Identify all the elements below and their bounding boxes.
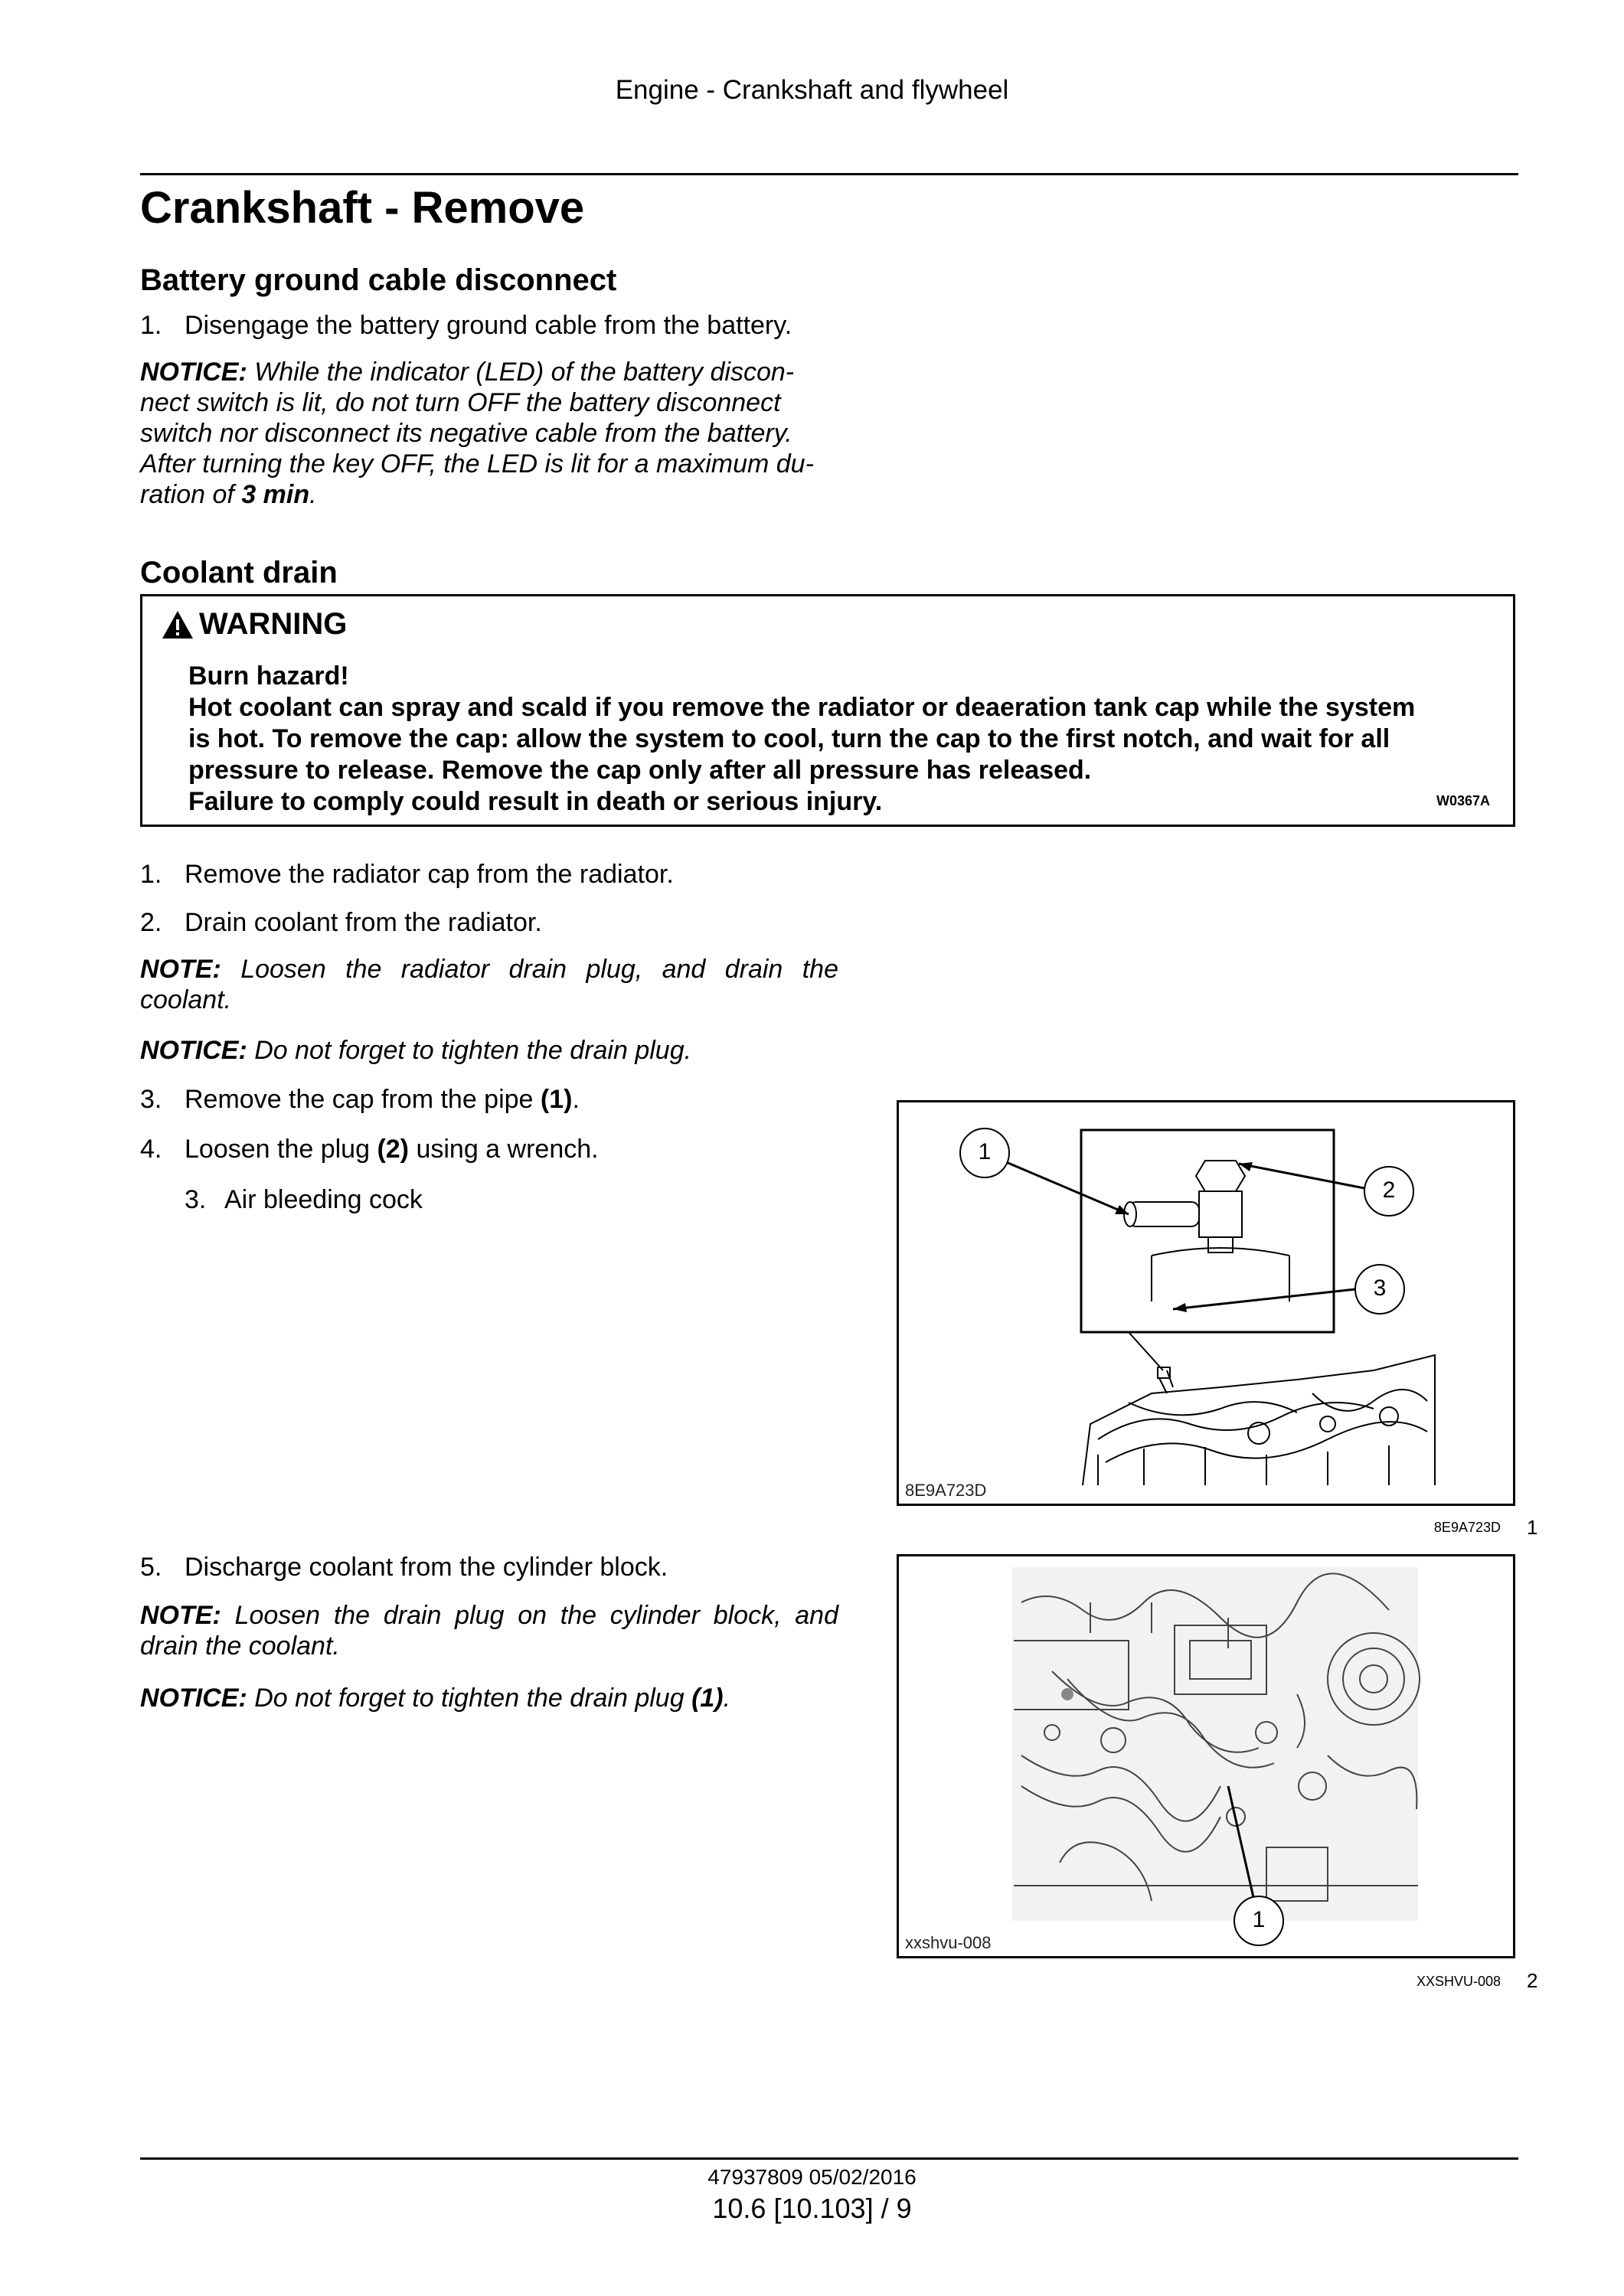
header-rule xyxy=(140,173,1518,175)
callout-3: 3 xyxy=(1373,1275,1387,1301)
section-heading-coolant: Coolant drain xyxy=(140,556,338,590)
notice-line: ration of 3 min. xyxy=(140,480,317,509)
legend-number: 3. xyxy=(185,1185,207,1214)
warning-text xyxy=(188,661,1490,818)
warning-header xyxy=(161,607,347,642)
notice-text: Do not forget to tighten the drain plug xyxy=(254,1684,692,1713)
notice-label: NOTICE: xyxy=(140,358,247,387)
step-number: 2. xyxy=(140,908,162,937)
callout-1: 1 xyxy=(1252,1907,1266,1932)
footer-page-ref: 10.6 [10.103] / 9 xyxy=(712,2193,912,2224)
callout-ref: (1) xyxy=(691,1684,724,1713)
figure-1-number: 1 xyxy=(1527,1516,1538,1539)
notice-drain-plug-2: NOTICE: Do not forget to tighten the drain plug (1). xyxy=(140,1684,731,1713)
notice-battery xyxy=(140,357,838,510)
duration-value: 3 min xyxy=(241,480,310,509)
notice-line: While the indicator (LED) of the battery discon- xyxy=(254,358,795,387)
legend-item xyxy=(185,1184,423,1216)
footer-doc-date: 47937809 05/02/2016 xyxy=(707,2165,917,2189)
note-line: drain the coolant. xyxy=(140,1631,340,1661)
warning-line: Hot coolant can spray and scald if you remove the radiator or deaeration tank cap while the system xyxy=(188,693,1416,722)
notice-text: Do not forget to tighten the drain plug. xyxy=(254,1036,692,1065)
warning-line: Failure to comply could result in death or serious injury. xyxy=(188,787,883,816)
step-text: Remove the cap from the pipe xyxy=(185,1085,541,1114)
step-text: Discharge coolant from the cylinder block. xyxy=(185,1553,668,1582)
warning-line: is hot. To remove the cap: allow the system to cool, turn the cap to the first notch, and wait for all xyxy=(188,724,1390,753)
step-text: Drain coolant from the radiator. xyxy=(185,908,542,937)
step-number: 3. xyxy=(140,1085,162,1114)
notice-drain-plug xyxy=(140,1035,691,1066)
figure-1-caption: 8E9A723D xyxy=(1433,1520,1501,1535)
step-number: 4. xyxy=(140,1135,162,1164)
step-item xyxy=(140,858,674,890)
note-radiator xyxy=(140,954,838,1015)
step-item xyxy=(140,309,792,341)
note-line: Loosen the radiator drain plug, and drain the xyxy=(240,955,838,984)
note-cylinder-block xyxy=(140,1600,838,1661)
figure-2-illustration xyxy=(899,1556,1513,1956)
step-text: Remove the radiator cap from the radiator. xyxy=(185,860,674,889)
step-text: Loosen the plug xyxy=(185,1135,377,1164)
figure-1-code: 8E9A723D xyxy=(905,1481,987,1500)
figure-1 xyxy=(897,1100,1515,1506)
step-item: 4. Loosen the plug (2) using a wrench. xyxy=(140,1135,599,1164)
legend-text: Air bleeding cock xyxy=(224,1185,423,1214)
step-number: 1. xyxy=(140,311,162,340)
step-number: 5. xyxy=(140,1553,162,1582)
step-item xyxy=(140,906,542,939)
running-header: Engine - Crankshaft and flywheel xyxy=(615,75,1009,105)
warning-code: W0367A xyxy=(1436,793,1490,808)
footer-rule xyxy=(140,2157,1518,2160)
figure-2 xyxy=(897,1554,1515,1958)
warning-label: WARNING xyxy=(199,607,348,641)
notice-line: nect switch is lit, do not turn OFF the battery disconnect xyxy=(140,388,781,417)
figure-2-number: 2 xyxy=(1527,1969,1538,1992)
notice-line: switch nor disconnect its negative cable from the battery. xyxy=(140,419,792,448)
warning-line: Burn hazard! xyxy=(188,661,349,691)
notice-line: After turning the key OFF, the LED is lit for a maximum du- xyxy=(140,449,814,478)
note-label: NOTE: xyxy=(140,955,221,984)
callout-2: 2 xyxy=(1382,1177,1396,1203)
warning-line: pressure to release. Remove the cap only after all pressure has released. xyxy=(188,756,1092,785)
notice-label: NOTICE: xyxy=(140,1036,247,1065)
notice-label: NOTICE: xyxy=(140,1684,247,1713)
step-number: 1. xyxy=(140,860,162,889)
step-item xyxy=(140,1551,668,1583)
step-item: 3. Remove the cap from the pipe (1). xyxy=(140,1085,580,1114)
note-line: coolant. xyxy=(140,985,232,1014)
note-line: Loosen the drain plug on the cylinder block, and xyxy=(234,1601,838,1630)
figure-2-code: xxshvu-008 xyxy=(905,1933,992,1952)
callout-ref: (1) xyxy=(540,1085,573,1114)
callout-ref: (2) xyxy=(377,1135,409,1164)
callout-1: 1 xyxy=(978,1139,992,1164)
step-text: Disengage the battery ground cable from the battery. xyxy=(185,311,792,340)
warning-box xyxy=(140,594,1515,827)
note-label: NOTE: xyxy=(140,1601,221,1630)
figure-2-caption: XXSHVU-008 xyxy=(1416,1974,1501,1989)
warning-triangle-icon xyxy=(161,609,194,640)
section-heading-battery: Battery ground cable disconnect xyxy=(140,263,617,297)
page-title: Crankshaft - Remove xyxy=(140,183,585,233)
